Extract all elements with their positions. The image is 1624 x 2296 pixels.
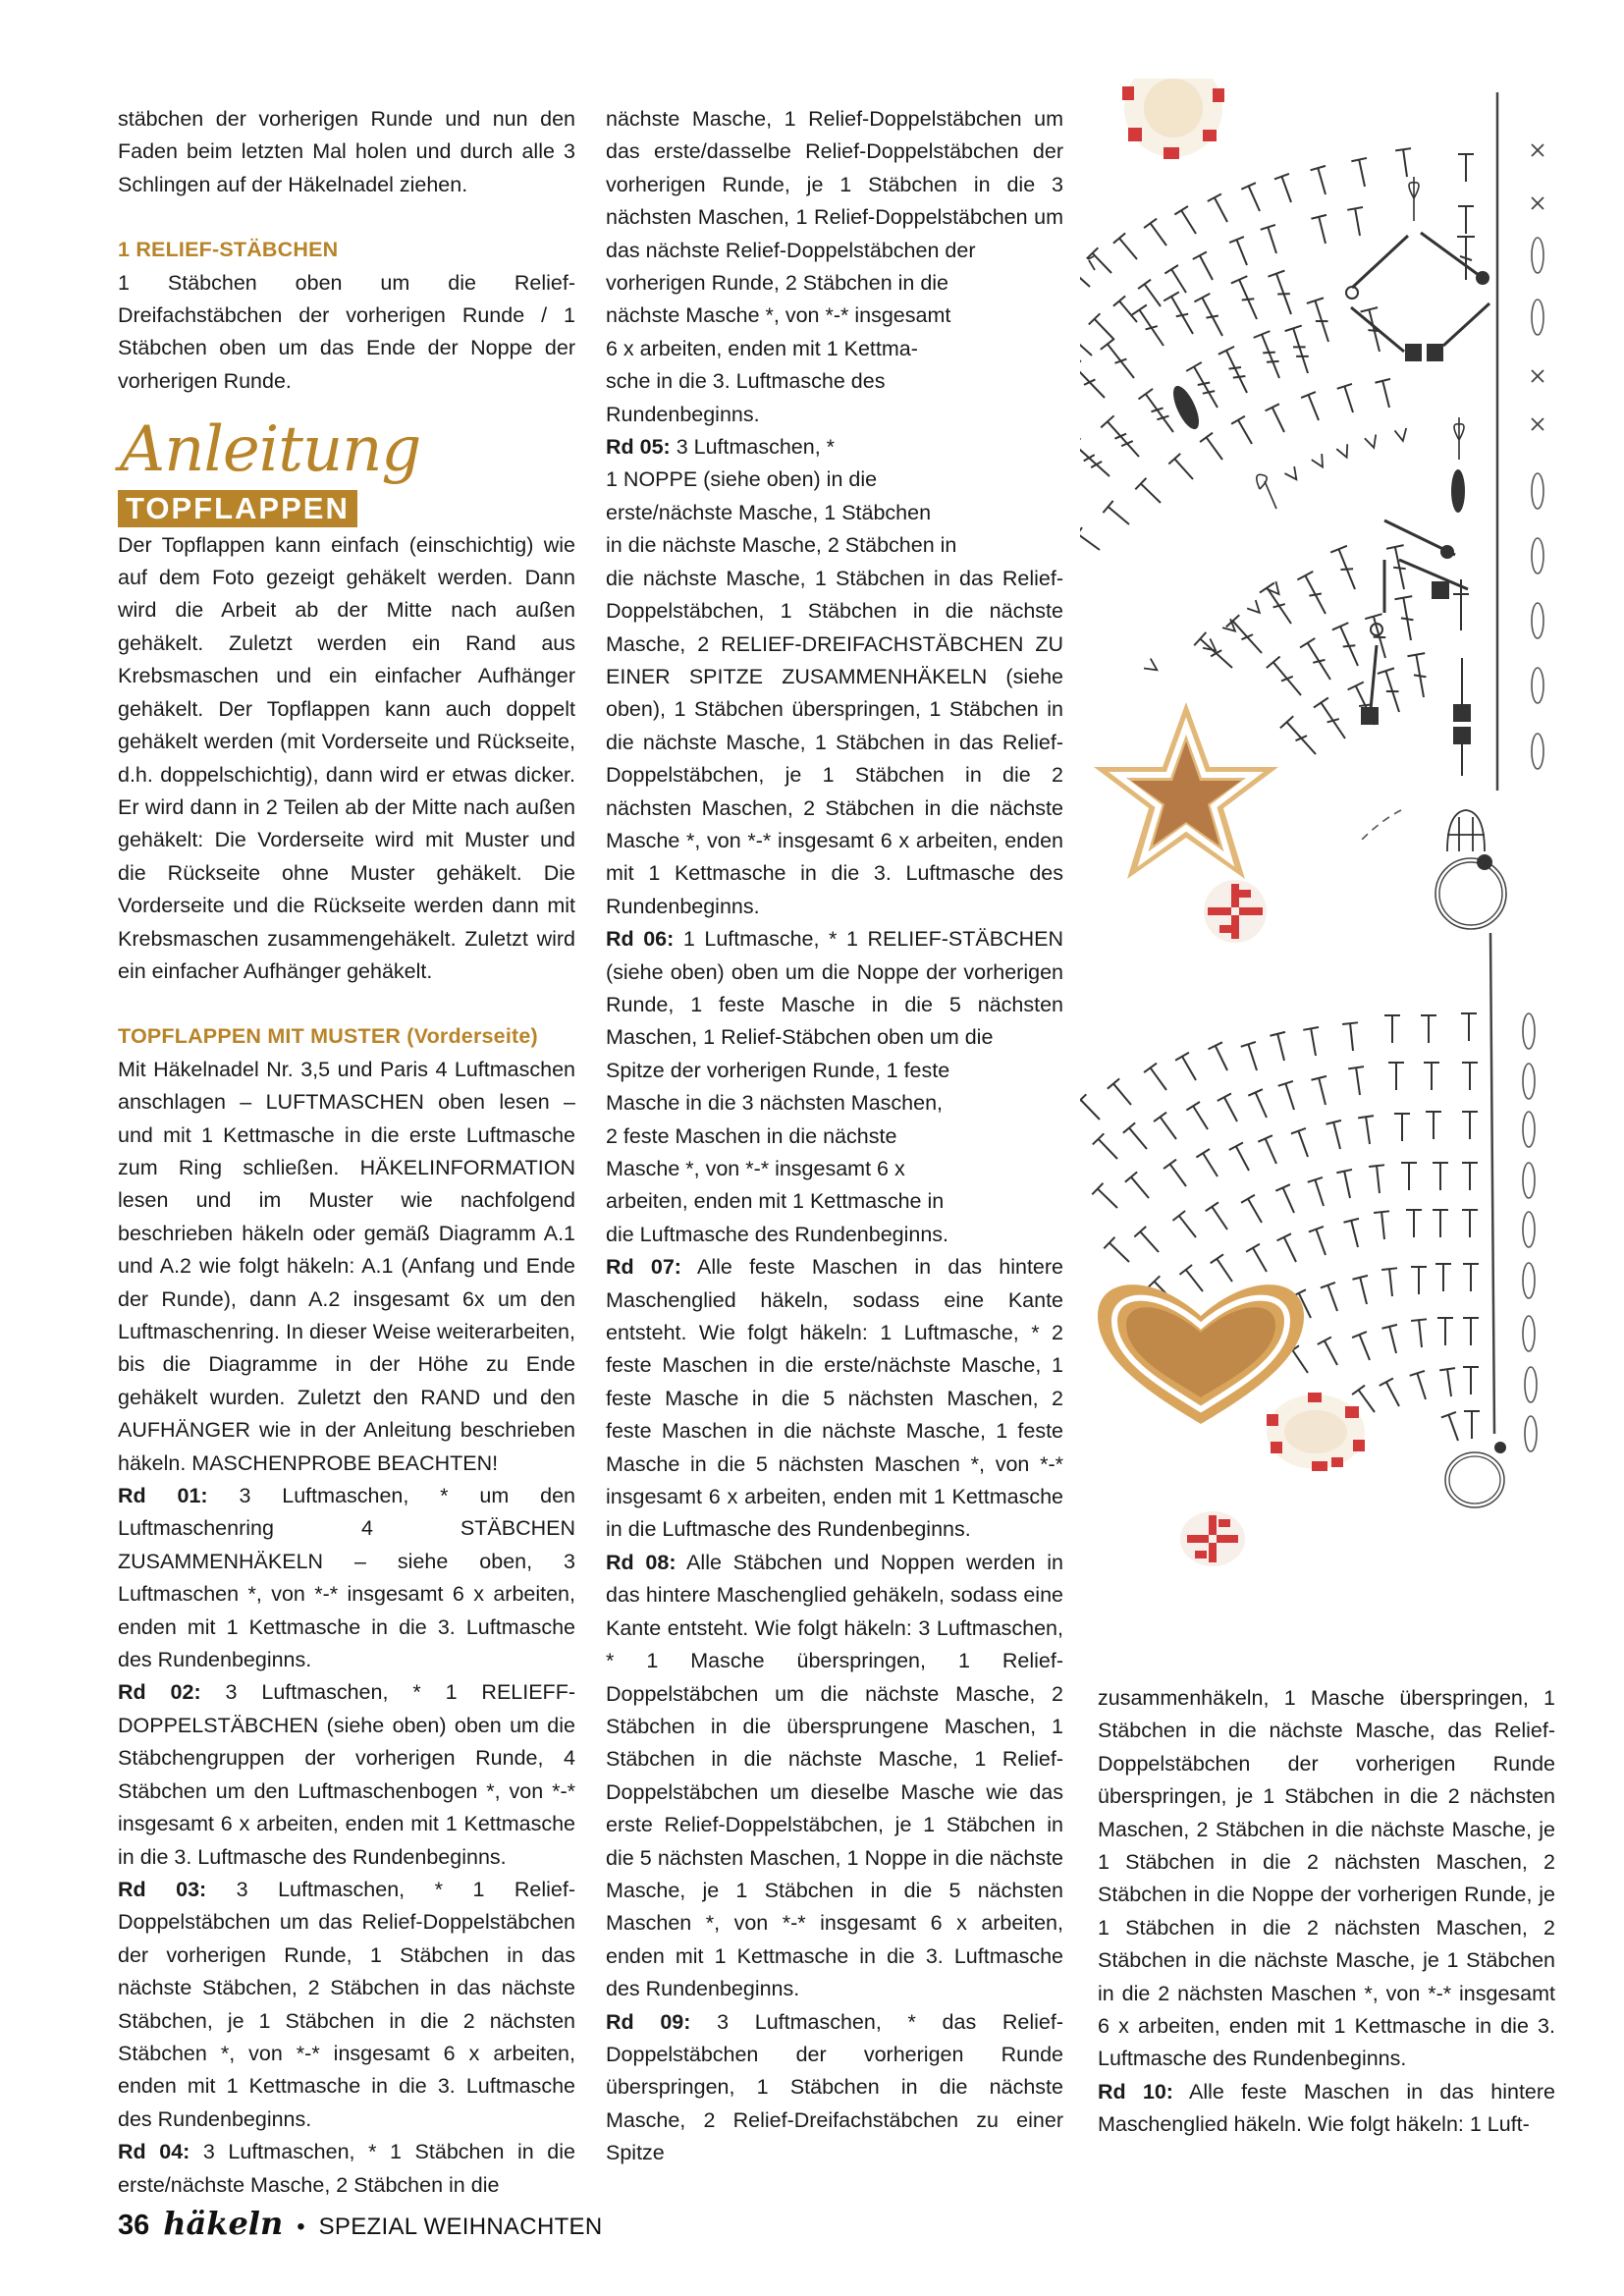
bullet-separator: • <box>297 2214 305 2240</box>
text-line: Masche *, von *-* insgesamt 6 x <box>606 1157 905 1180</box>
round-text: 3 Luftmaschen, * 1 Relief-Doppelstäbchen um das Relief-Doppelstäbchen der vorherigen Runde, 1 Stäbchen in das nächste Stäbchen, 2 Stäbchen in das nächste Stäbchen, je 1 Stäbchen in die 2 nächsten Stäbchen *, von *-* insgesamt 6 x arbeiten, enden mit 1 Kettmasche in die 3. Luftmasche des Rundenbeginns. <box>118 1877 575 2131</box>
arc-row-6-sc <box>1144 428 1409 675</box>
round-text: 3 Luftmaschen, * 1 RELIEFF-DOPPELSTÄBCHEN (siehe oben) oben um die Stäbchengruppen der vorherigen Runde, 4 Stäbchen um den Luftmaschenbogen *, von *-* insgesamt 6 x arbeiten, enden mit 1 Kettmasche in die 3. Luftmasche des Rundenbeginns. <box>118 1680 575 1869</box>
arc-row-2 <box>1080 207 1368 361</box>
arc-row-1 <box>1080 148 1415 293</box>
text-line: 2 feste Maschen in die nächste <box>606 1123 897 1148</box>
magic-ring <box>1445 1442 1506 1507</box>
round-04 <box>118 2136 575 2202</box>
round-label: Rd 06: <box>606 927 675 952</box>
text-line: 1 NOPPE (siehe oben) in die <box>606 467 878 492</box>
peppermint-swirl-icon <box>1204 880 1267 943</box>
crochet-chart-svg <box>1080 79 1610 1689</box>
text-block: die nächste Masche, 1 Stäbchen in das Relief-Doppelstäbchen, 1 Stäbchen in die nächste Masche, 2 RELIEF-DREIFACHSTÄBCHEN ZU EINER SPITZE ZUSAMMENHÄKELN (siehe oben), 1 Stäbchen überspringen, 1 Stäbchen in die nächste Masche, 1 Stäbchen in das Relief-Doppelstäbchen, je 1 Stäbchen in die 2 nächsten Maschen, 2 Stäbchen in die nächste Masche *, von *-* insgesamt 6 x arbeiten, enden mit 1 Kettmasche in die 3. Luftmasche des Rundenbeginns. <box>606 566 1063 918</box>
muster-heading: TOPFLAPPEN MIT MUSTER (Vorderseite) <box>118 1024 538 1049</box>
round-text: Alle Stäbchen und Noppen werden in das hintere Maschenglied gehäkeln, sodass eine Kante entsteht. Wie folgt häkeln: 3 Luftmaschen, * 1 Masche überspringen, 1 Relief-Doppelstäbchen um die nächste Masche, 2 Stäbchen in die übersprungene Maschen, 1 Stäbchen in die nächste Masche, 1 Relief-Doppelstäbchen um dieselbe Masche wie das erste Relief-Doppelstäbchen, je 1 Stäbchen in die 5 nächsten Maschen, 1 Noppe in die nächste Masche, je 1 Stäbchen in die 5 nächsten Maschen *, von *-* insgesamt 6 x arbeiten, enden mit 1 Kettmasche in die 3. Luftmasche des Rundenbeginns. <box>606 1550 1063 2001</box>
round-09-continued: zusammenhäkeln, 1 Masche überspringen, 1 Stäbchen in die nächste Masche, das Relief-Doppelstäbchen der vorherigen Runde überspringen, je 1 Stäbchen in die 2 nächsten Maschen, 2 Stäbchen in die nächste Masche, je 1 Stäbchen in die 2 nächsten Maschen, 2 Stäbchen in die Noppe der vorherigen Runde, je 1 Stäbchen in die 2 nächsten Maschen, 2 Stäbchen in die nächste Masche, je 1 Stäbchen in die 2 nächsten Maschen *, von *-* insgesamt 6 x arbeiten, enden mit 1 Kettmasche in die 3. Luftmasche des Rundenbeginns. <box>1098 1686 1555 2071</box>
gingerbread-star-icon <box>1094 702 1278 879</box>
text-line: sche in die 3. Luftmasche des <box>606 369 886 394</box>
round-text: Alle feste Maschen in das hintere Maschenglied häkeln, sodass eine Kante entsteht. Wie folgt häkeln: 1 Luftmasche, * 2 feste Maschen in die erste/nächste Masche, 1 feste Masche in die 5 nächsten Maschen, 2 feste Maschen in die nächste Masche, 1 feste Masche in die 5 nächsten Maschen *, von *-* insgesamt 6 x arbeiten, enden mit 1 Kettmasche in die Luftmasche des Rundenbeginns. <box>606 1255 1063 1542</box>
crochet-diagrams <box>1080 79 1610 1689</box>
round-text: 1 Luftmasche, * 1 RELIEF-STÄBCHEN (siehe oben) oben um die Noppe der vorherigen Runde, 1 feste Masche in die 5 nächsten Maschen, 1 Relief-Stäbchen oben um die <box>606 927 1063 1050</box>
text-line: 6 x arbeiten, enden mit 1 Kettma- <box>606 336 918 360</box>
fan-symbol <box>1447 810 1485 851</box>
arc-row-5 <box>1080 379 1397 557</box>
round-06 <box>606 923 1063 1055</box>
round-01 <box>118 1480 575 1676</box>
round-09 <box>606 2006 1063 2170</box>
round-label: Rd 04: <box>118 2140 190 2164</box>
peppermint-candy-icon <box>1267 1393 1365 1471</box>
round-07 <box>606 1251 1063 1547</box>
arc-row-3 <box>1080 271 1388 405</box>
bobble-symbol <box>1257 177 1464 509</box>
arc-row-lower <box>1194 545 1433 760</box>
round-label: Rd 02: <box>118 1680 201 1705</box>
middle-column <box>606 103 1063 2170</box>
topflappen-intro: Der Topflappen kann einfach (einschichtig) wie auf dem Foto gezeigt gehäkelt werden. Dann wird die Arbeit ab der Mitte nach außen gehäkelt. Zuletzt werden ein Rand aus Krebsmaschen und ein einfacher Aufhänger gehäkelt. Der Topflappen kann auch doppelt gehäkelt werden (mit Vorderseite und Rückseite, d.h. doppelschichtig), dann wird er etwas dicker. Er wird dann in 2 Teilen ab der Mitte nach außen gehäkelt: Die Vorderseite wird mit Muster und die Rückseite ohne Muster gehäkelt. Die Vorderseite und die Rückseite werden dann mit Krebsmaschen zusammengehäkelt. Zuletzt wird ein einfacher Aufhänger gehäkelt. <box>118 532 575 983</box>
gingerbread-heart-icon <box>1098 1285 1304 1424</box>
issue-title: SPEZIAL WEIHNACHTEN <box>318 2214 603 2240</box>
round-text: 3 Luftmaschen, * das Relief-Doppelstäbchen der vorherigen Runde überspringen, 1 Stäbchen in die nächste Masche, 2 Relief-Dreifachstäbchen zu einer Spitze <box>606 2009 1063 2165</box>
text-line: die Luftmasche des Rundenbeginns. <box>606 1222 949 1246</box>
text-line: Spitze der vorherigen Runde, 1 feste <box>606 1058 950 1082</box>
round-text: 3 Luftmaschen, * <box>670 435 836 460</box>
topflappen-banner: TOPFLAPPEN <box>118 490 357 527</box>
round-08 <box>606 1547 1063 2006</box>
text-line: arbeiten, enden mit 1 Kettmasche in <box>606 1189 945 1214</box>
text-line: Masche in die 3 nächsten Maschen, <box>606 1091 944 1116</box>
round-label: Rd 05: <box>606 435 671 460</box>
text-line: in die nächste Masche, 2 Stäbchen in <box>606 533 957 558</box>
magazine-logo: häkeln <box>163 2205 284 2242</box>
text-line: vorherigen Runde, 2 Stäbchen in die <box>606 271 949 296</box>
round-02 <box>118 1676 575 1873</box>
text-line: Rundenbeginns. <box>606 402 760 426</box>
round-label: Rd 09: <box>606 2009 691 2034</box>
left-column <box>118 103 575 2202</box>
round-label: Rd 08: <box>606 1550 677 1574</box>
page-footer <box>118 2205 602 2254</box>
round-text: Alle feste Maschen in das hintere Maschenglied häkeln. Wie folgt häkeln: 1 Luft- <box>1098 2079 1555 2137</box>
round-04-continued: nächste Masche, 1 Relief-Doppelstäbchen um das erste/dasselbe Relief-Doppelstäbchen der vorherigen Runde, je 1 Stäbchen in die 3 nächsten Maschen, 1 Relief-Doppelstäbchen um das nächste Relief-Doppelstäbchen der <box>606 107 1063 262</box>
round-text: 3 Luftmaschen, * 1 Stäbchen in die erste/nächste Masche, 2 Stäbchen in die <box>118 2140 575 2197</box>
round-05 <box>606 431 1063 464</box>
arc-row-4 <box>1080 326 1317 483</box>
text-line: nächste Masche *, von *-* insgesamt <box>606 303 951 328</box>
relief-staebchen-heading: 1 RELIEF-STÄBCHEN <box>118 238 339 262</box>
stitch-rows <box>1088 256 1095 270</box>
text-line: erste/nächste Masche, 1 Stäbchen <box>606 500 932 524</box>
round-label: Rd 10: <box>1098 2079 1173 2104</box>
peppermint-candy-icon <box>1122 79 1224 159</box>
round-03 <box>118 1874 575 2136</box>
muster-text: Mit Häkelnadel Nr. 3,5 und Paris 4 Luftmaschen anschlagen – LUFTMASCHEN oben lesen – und mit 1 Kettmasche in die erste Luftmasche zum Ring schließen. HÄKELINFORMATION lesen und im Muster wie nachfolgend beschrieben häkeln oder gemäß Diagramm A.1 und A.2 wie folgt häkeln: A.1 (Anfang und Ende der Runde), dann A.2 insgesamt 6x um den Luftmaschenring. In dieser Weise weiterarbeiten, bis die Diagramme in der Höhe zu Ende gehäkelt wurden. Zuletzt den RAND und den AUFHÄNGER wie in der Anleitung beschrieben häkeln. MASCHENPROBE BEACHTEN! <box>118 1057 575 1475</box>
round-10 <box>1098 2076 1555 2142</box>
round-label: Rd 03: <box>118 1877 207 1901</box>
round-text: 3 Luftmaschen, * um den Luftmaschenring 4 STÄBCHEN ZUSAMMENHÄKELN – siehe oben, 3 Luftmaschen *, von *-* insgesamt 6 x arbeiten, enden mit 1 Kettmasche in die 3. Luftmasche des Rundenbeginns. <box>118 1484 575 1672</box>
page-number: 36 <box>118 2210 150 2241</box>
round-label: Rd 01: <box>118 1484 208 1508</box>
right-column <box>1098 1682 1555 2142</box>
magic-ring <box>1435 854 1506 929</box>
section-title-anleitung: Anleitung <box>120 413 421 487</box>
peppermint-swirl-icon <box>1180 1511 1245 1566</box>
relief-staebchen-text: 1 Stäbchen oben um die Relief-Dreifachstäbchen der vorherigen Runde / 1 Stäbchen oben um das Ende der Noppe der vorherigen Runde. <box>118 270 575 393</box>
round-label: Rd 07: <box>606 1255 681 1280</box>
intro-paragraph: stäbchen der vorherigen Runde und nun den Faden beim letzten Mal holen und durch alle 3 Schlingen auf der Häkelnadel ziehen. <box>118 107 575 196</box>
